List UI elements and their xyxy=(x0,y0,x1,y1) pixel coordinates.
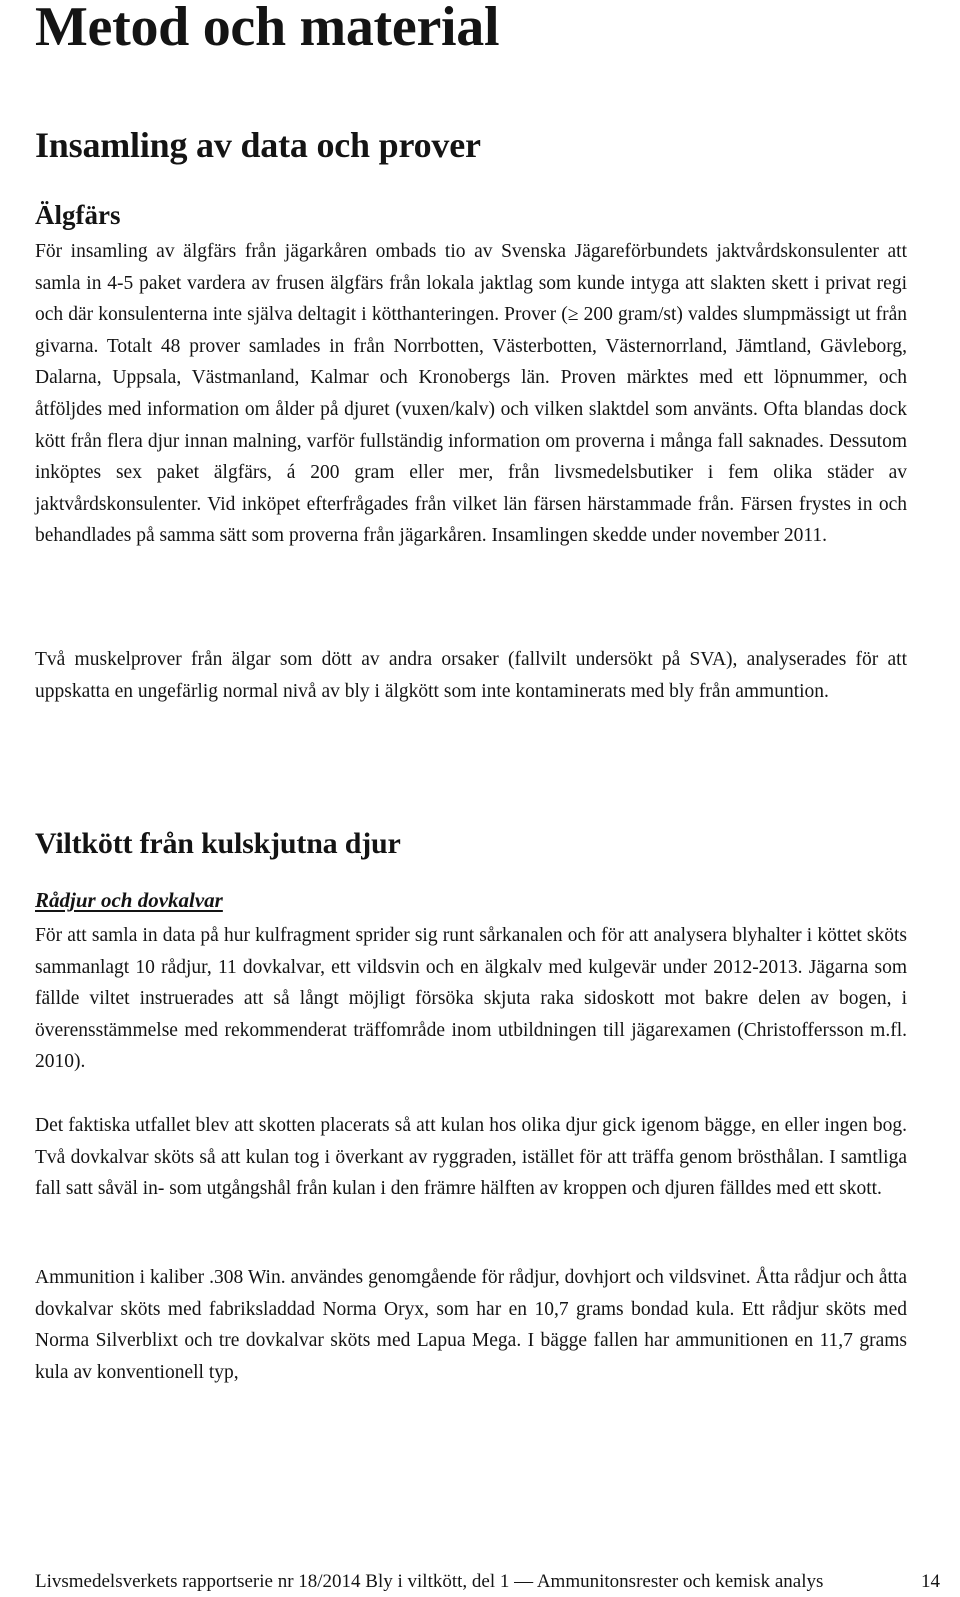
subsection-heading-algfars: Älgfärs xyxy=(35,200,121,230)
paragraph-deer-1: För att samla in data på hur kulfragment sprider sig runt sårkanalen och för att analysera blyhalter i köttet sköts sammanlagt 10 rådjur, 11 dovkalvar, ett vildsvin och en älgkalv med kulgevär under 2012-2013. Jägarna som fällde viltet instruerades att så långt möjligt försöka skjuta raka sidoskott mot bakre delen av bogen, i överensstämmelse med rekommenderat träffområde inom utbildningen till jägarexamen (Christoffersson m.fl. 2010). xyxy=(35,925,907,1073)
page-title: Metod och material xyxy=(35,0,500,58)
subsection-heading-deer: Rådjur och dovkalvar xyxy=(35,888,223,912)
section-heading-collection: Insamling av data och prover xyxy=(35,125,481,165)
paragraph-deer-3: Ammunition i kaliber .308 Win. användes genomgående för rådjur, dovhjort och vildsvinet. Åtta rådjur och åtta dovkalvar sköts med fabriksladdad Norma Oryx, som har en 10,7 grams bondad kula. Ett rådjur sköts med Norma Silverblixt och tre dovkalvar sköts med Lapua Mega. I bägge fallen har ammunitionen en 11,7 grams kula av konventionell typ, xyxy=(35,1267,907,1383)
paragraph-algfars-2: Två muskelprover från älgar som dött av andra orsaker (fallvilt undersökt på SVA), analyserades för att uppskatta en ungefärlig normal nivå av bly i älgkött som inte kontaminerats med bly från ammuntion. xyxy=(35,649,907,702)
paragraph-algfars-1: För insamling av älgfärs från jägarkåren ombads tio av Svenska Jägareförbundets jaktvårdskonsulenter att samla in 4-5 paket vardera av frusen älgfärs från lokala jaktlag som kunde intyga att slakten skett i privat regi och där konsulenterna inte själva deltagit i kötthanteringen. Prover (≥ 200 gram/st) valdes slumpmässigt ut från givarna. Totalt 48 prover samlades in från Norrbotten, Västerbotten, Västernorrland, Jämtland, Gävleborg, Dalarna, Uppsala, Västmanland, Kalmar och Kronobergs län. Proven märktes med ett löpnummer, och åtföljdes med information om ålder på djuret (vuxen/kalv) och vilken slaktdel som använts. Ofta blandas dock kött från flera djur innan malning, varför fullständig information om proverna i många fall saknades. Dessutom inköptes sex paket älgfärs, á 200 gram eller mer, från livsmedelsbutiker i fem olika städer av jaktvårdskonsulenter. Vid inköpet efterfrågades från vilket län färsen härstammade från. Färsen frystes in och behandlades på samma sätt som proverna från jägarkåren. Insamlingen skedde under november 2011. xyxy=(35,241,907,547)
page-number: 14 xyxy=(921,1571,940,1592)
section-heading-game-meat: Viltkött från kulskjutna djur xyxy=(35,827,401,860)
footer-text: Livsmedelsverkets rapportserie nr 18/2014 Bly i viltkött, del 1 — Ammunitonsrester och kemisk analys xyxy=(35,1571,824,1592)
paragraph-deer-2: Det faktiska utfallet blev att skotten placerats så att kulan hos olika djur gick igenom bägge, en eller ingen bog. Två dovkalvar sköts så att kulan tog i överkant av ryggraden, istället för att träffa genom brösthålan. I samtliga fall satt såväl in- som utgångshål från kulan i den främre hälften av kroppen och djuren fälldes med ett skott. xyxy=(35,1115,907,1200)
page-footer xyxy=(35,1570,940,1594)
